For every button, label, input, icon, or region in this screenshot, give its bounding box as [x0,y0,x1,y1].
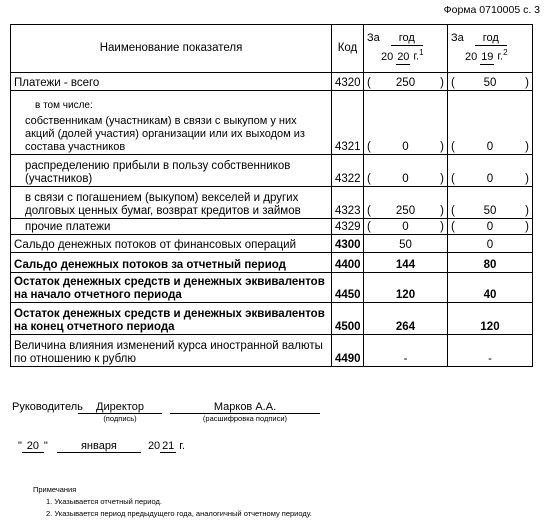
row-value-current: 120 [364,273,448,303]
header-za: За [367,32,380,45]
row-value-previous: - [448,335,533,367]
row-name: прочие платежи [11,219,332,235]
row-name: Остаток денежных средств и денежных эквивалентов на начало отчетного периода [11,273,332,303]
row-name: распределению прибыли в пользу собственников (участников) [11,155,332,187]
row-value-previous: 120 [448,303,533,335]
row-value-current: - [364,335,448,367]
notes-title: Примечания [33,485,77,494]
row-code: 4450 [332,273,364,303]
table-row [11,187,533,219]
note-1: 1. Указывается отчетный период. [46,497,162,506]
form-reference: Форма 0710005 с. 3 [443,4,540,16]
header-note: 1 [419,48,424,58]
table-row [11,91,533,155]
header-code: Код [332,25,364,73]
row-code: 4321 [332,91,364,155]
row-value-current: ( 0 ) [364,155,448,187]
table-row [11,273,533,303]
header-year: 19 [481,50,494,63]
row-name: в связи с погашением (выкупом) векселей и других долговых ценных бумаг, возврат кредитов и займов [11,187,332,219]
row-value-current: 50 [364,235,448,253]
date-quote: " [43,440,48,452]
row-value-previous: 80 [448,253,533,273]
signature-position [78,401,162,423]
header-period-current [364,25,448,73]
row-code: 4500 [332,303,364,335]
date-month: января [57,440,141,453]
row-code: 4322 [332,155,364,187]
header-suffix: г. [497,50,504,63]
row-code: 4329 [332,219,364,235]
header-god: год [475,32,507,46]
row-code: 4400 [332,253,364,273]
header-suffix: г. [413,50,420,63]
table-row [11,73,533,91]
row-value-current: ( 250 ) [364,187,448,219]
signature-name [170,401,320,423]
row-value-previous: 0 [448,235,533,253]
row-value-previous: ( 0 ) [448,155,533,187]
position-caption: (подпись) [103,414,137,423]
header-note: 2 [503,48,508,58]
cash-flow-table [10,24,533,367]
note-2: 2. Указывается период предыдущего года, аналогичный отчетному периоду. [46,509,312,518]
header-year-prefix: 20 [381,50,394,63]
row-value-previous: ( 0 ) [448,219,533,235]
header-period-previous [448,25,533,73]
table-row [11,219,533,235]
row-code: 4300 [332,235,364,253]
row-value-previous: ( 0 ) [448,91,533,155]
table-header [11,25,533,73]
signature-label: Руководитель [12,401,83,413]
row-name: Остаток денежных средств и денежных эквивалентов на конец отчетного периода [11,303,332,335]
header-year-prefix: 20 [465,50,478,63]
date-line [18,440,185,453]
name-text: Марков А.А. [170,401,320,414]
date-quote: " [18,440,22,452]
row-value-previous: ( 50 ) [448,73,533,91]
table-row [11,155,533,187]
header-name: Наименование показателя [11,25,332,73]
table-row [11,303,533,335]
date-suffix: г. [179,440,185,452]
row-value-previous: ( 50 ) [448,187,533,219]
row-subheading: в том числе: [35,100,93,111]
row-value-previous: 40 [448,273,533,303]
header-year: 20 [397,50,410,63]
row-value-current: 264 [364,303,448,335]
row-value-current: ( 0 ) [364,219,448,235]
row-name: Величина влияния изменений курса иностранной валюты по отношению к рублю [11,335,332,367]
row-name: Сальдо денежных потоков за отчетный период [11,253,332,273]
header-god: год [391,32,423,46]
table-row [11,253,533,273]
row-code: 4320 [332,73,364,91]
position-text: Директор [78,401,162,414]
header-za: За [451,32,464,45]
row-name: Сальдо денежных потоков от финансовых операций [11,235,332,253]
row-code: 4490 [332,335,364,367]
date-year-prefix: 20 [147,440,161,452]
row-value-current: ( 250 ) [364,73,448,91]
table-row [11,335,533,367]
date-day: 20 [22,440,44,453]
row-code: 4323 [332,187,364,219]
row-value-current: ( 0 ) [364,91,448,155]
row-text: собственникам (участникам) в связи с выкупом у них акций (долей участия) организации или их выходом из состава участников [25,115,305,153]
date-year: 21 [162,440,175,452]
table-row [11,235,533,253]
row-value-current: 144 [364,253,448,273]
row-name [11,91,332,155]
row-name: Платежи - всего [11,73,332,91]
name-caption: (расшифровка подписи) [202,414,288,423]
